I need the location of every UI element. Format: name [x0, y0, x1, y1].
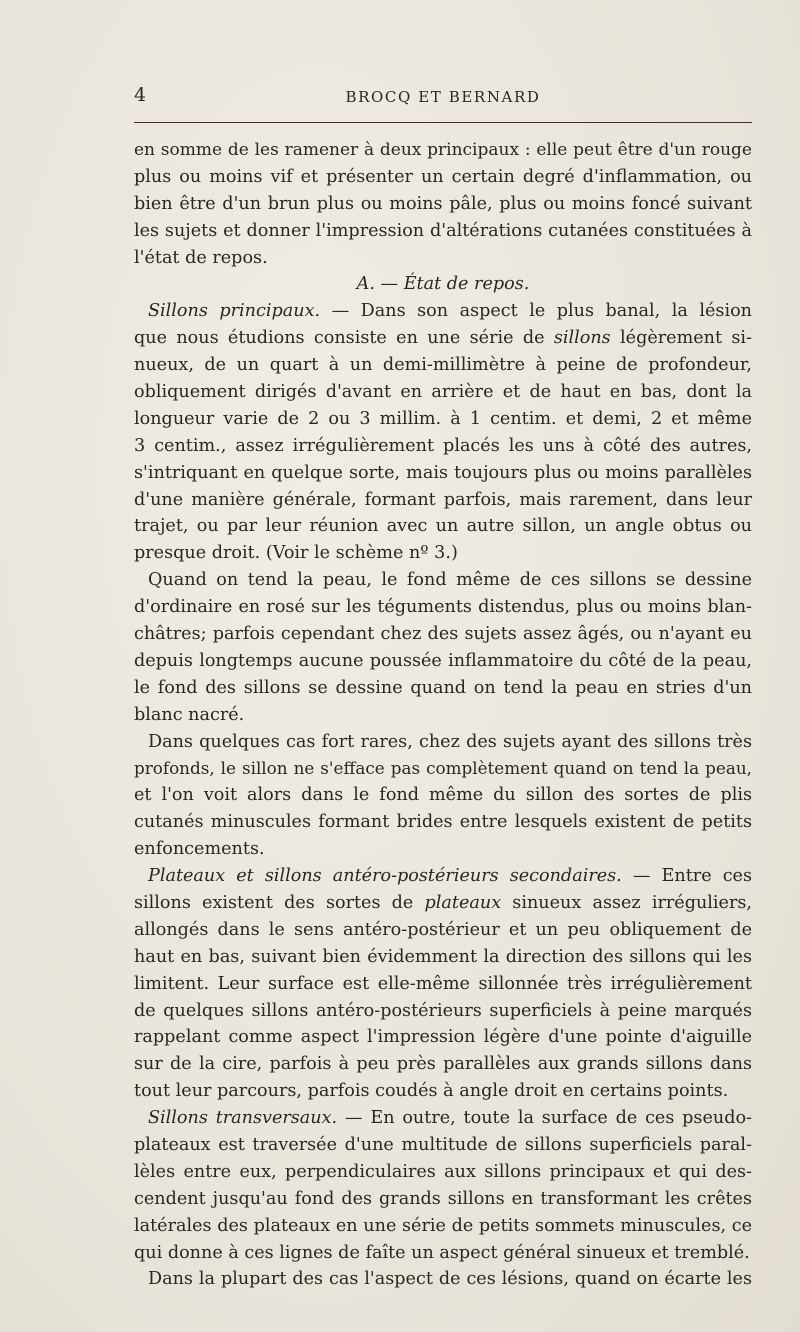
text-line: d'ordinaire en rosé sur les téguments distendus, plus ou moins blan- [134, 597, 752, 618]
text-line [134, 890, 752, 917]
text-run: — En outre, toute la surface de ces pseudo- [337, 1108, 752, 1129]
page-number: 4 [134, 84, 147, 106]
text-line: 3 centim., assez irrégulièrement placés les uns à côté des autres, [134, 435, 752, 456]
text-line: sur de la cire, parfois à peu près parallèles aux grands sillons dans [134, 1054, 752, 1075]
header-rule [134, 122, 752, 123]
section-heading [134, 271, 752, 298]
text-line: trajet, ou par leur réunion avec un autre sillon, un angle obtus ou [134, 516, 752, 537]
text-line: lèles entre eux, perpendiculaires aux sillons principaux et qui des- [134, 1161, 752, 1182]
running-title: BROCQ ET BERNARD [345, 88, 541, 106]
text-line: presque droit. (Voir le schème nº 3.) [134, 543, 458, 564]
text-run: que nous étudions consiste en une série de [134, 328, 554, 349]
text-line: cutanés minuscules formant brides entre lesquels existent de petits [134, 812, 752, 833]
text-run: — Entre ces [621, 866, 752, 887]
text-line: d'une manière générale, formant parfois, mais rarement, dans leur [134, 489, 752, 510]
text-line: longueur varie de 2 ou 3 millim. à 1 centim. et demi, 2 et même [134, 408, 752, 429]
text-line [134, 863, 752, 890]
emphasis-plateaux: plateaux [424, 892, 502, 913]
text-line: les sujets et donner l'impression d'altérations cutanées constituées à [134, 220, 752, 241]
text-run: sinueux assez irréguliers, [501, 892, 752, 913]
text-line: plateaux est traversée d'une multitude de sillons superficiels paral- [134, 1134, 752, 1155]
text-line: limitent. Leur surface est elle-même sillonnée très irrégulièrement [134, 973, 752, 994]
text-line: le fond des sillons se dessine quand on tend la peau en stries d'un [134, 677, 752, 698]
text-line: plus ou moins vif et présenter un certain degré d'inflammation, ou [134, 166, 752, 187]
text-line: rappelant comme aspect l'impression légère d'une pointe d'aiguille [134, 1027, 752, 1048]
subheading-sillons-transversaux: Sillons transversaux. [148, 1108, 338, 1129]
text-line: qui donne à ces lignes de faîte un aspect général sinueux et tremblé. [134, 1242, 750, 1263]
text-line: bien être d'un brun plus ou moins pâle, plus ou moins foncé suivant [134, 193, 752, 214]
text-line: Dans quelques cas fort rares, chez des sujets ayant des sillons très [148, 731, 752, 752]
text-line: en somme de les ramener à deux principaux : elle peut être d'un rouge [134, 140, 752, 160]
text-line: nueux, de un quart à un demi-millimètre à peine de profondeur, [134, 355, 752, 376]
text-line: tout leur parcours, parfois coudés à angle droit en certains points. [134, 1081, 729, 1102]
text-line [134, 325, 752, 352]
text-line [134, 298, 752, 325]
running-head [134, 84, 752, 110]
body-text [134, 137, 752, 1293]
subheading-plateaux: Plateaux et sillons antéro-postérieurs secondaires. [148, 866, 622, 887]
text-line: et l'on voit alors dans le fond même du sillon des sortes de plis [134, 785, 752, 806]
text-line [134, 1105, 752, 1132]
text-line: profonds, le sillon ne s'efface pas complètement quand on tend la peau, [134, 758, 752, 779]
text-line: de quelques sillons antéro-postérieurs superficiels à peine marqués [134, 1000, 752, 1021]
text-line: cendent jusqu'au fond des grands sillons en transformant les crêtes [134, 1188, 752, 1209]
text-line: allongés dans le sens antéro-postérieur et un peu obliquement de [134, 919, 752, 940]
text-run: sillons existent des sortes de [134, 892, 425, 913]
text-run: — Dans son aspect le plus banal, la lésion [320, 301, 752, 322]
text-line: latérales des plateaux en une série de petits sommets minuscules, ce [134, 1215, 752, 1236]
text-line: Dans la plupart des cas l'aspect de ces lésions, quand on écarte les [148, 1269, 752, 1290]
text-line: enfoncements. [134, 839, 265, 860]
subheading-sillons-principaux: Sillons principaux. [148, 301, 321, 322]
text-line: haut en bas, suivant bien évidemment la direction des sillons qui les [134, 946, 752, 967]
text-line: s'intriquant en quelque sorte, mais toujours plus ou moins parallèles [134, 462, 752, 483]
text-line: l'état de repos. [134, 247, 268, 268]
text-line: blanc nacré. [134, 704, 245, 725]
text-line: Quand on tend la peau, le fond même de ces sillons se dessine [148, 570, 752, 591]
text-line: châtres; parfois cependant chez des sujets assez âgés, ou n'ayant eu [134, 624, 752, 645]
text-line: depuis longtemps aucune poussée inflammatoire du côté de la peau, [134, 650, 752, 671]
emphasis-sillons: sillons [553, 328, 611, 349]
text-line: obliquement dirigés d'avant en arrière et de haut en bas, dont la [134, 382, 752, 403]
text-run: légèrement si- [610, 328, 752, 349]
section-heading-text: A. — État de repos. [356, 274, 530, 295]
